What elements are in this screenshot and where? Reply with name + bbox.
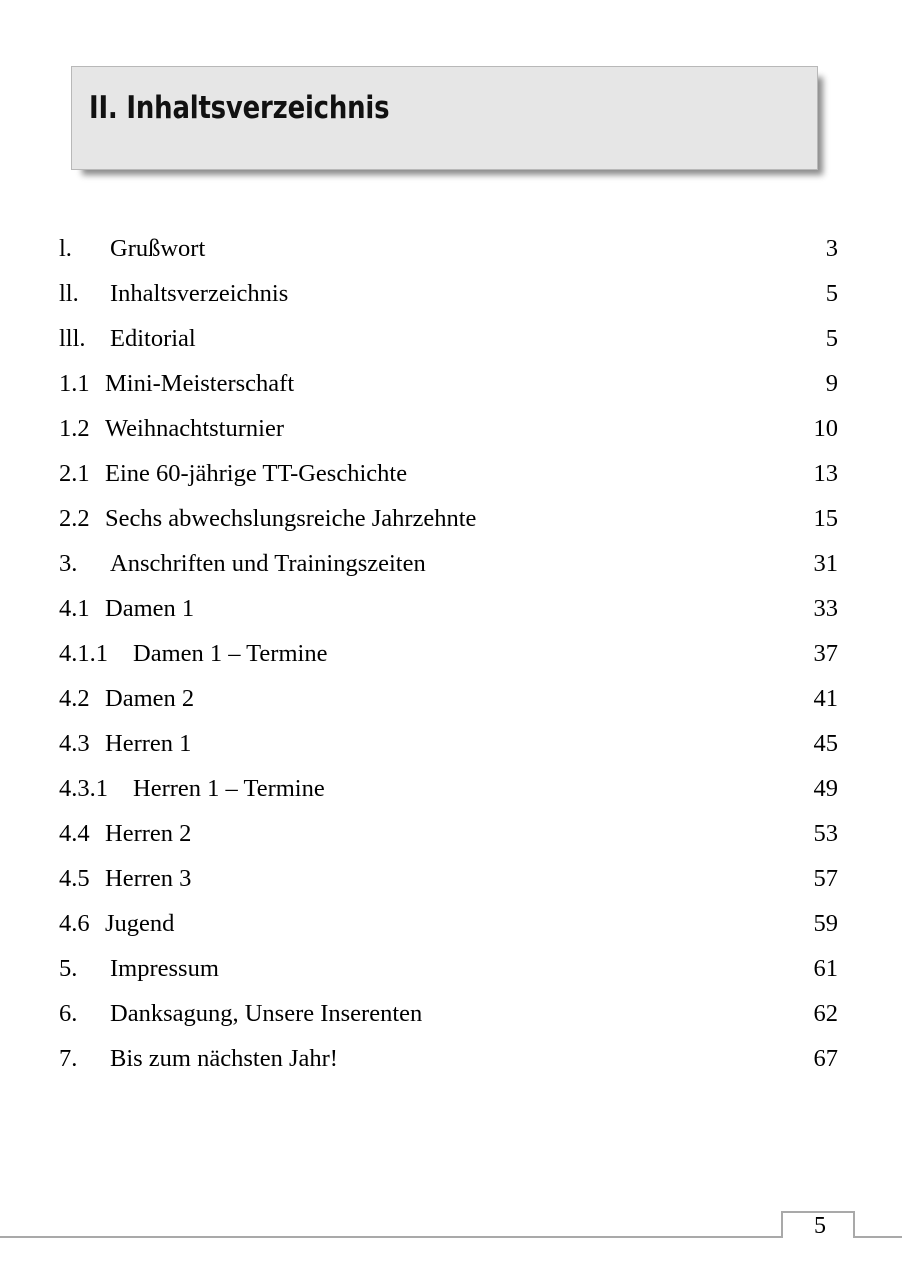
toc-entry-page: 5 <box>825 325 838 352</box>
toc-entry-number: 4.4 <box>59 820 90 847</box>
footer-rule-left <box>0 1236 781 1238</box>
toc-entry-page: 49 <box>813 775 838 802</box>
toc-entry[interactable] <box>59 721 838 766</box>
toc-entry-label: Editorial <box>110 325 196 352</box>
toc-entry[interactable] <box>59 991 838 1036</box>
toc-entry-page: 13 <box>813 460 838 487</box>
toc-entry-label: Damen 1 <box>105 595 195 622</box>
toc-entry-number: 4.5 <box>59 865 90 892</box>
toc-entry[interactable] <box>59 901 838 946</box>
toc-dot-leader <box>181 907 812 932</box>
toc-entry-page: 15 <box>813 505 838 532</box>
toc-dot-leader <box>433 547 813 572</box>
toc-entry-label: Sechs abwechslungsreiche Jahrzehnte <box>105 505 477 532</box>
toc-entry-number: lll. <box>59 325 86 352</box>
toc-entry[interactable] <box>59 361 838 406</box>
toc-entry-label: Damen 2 <box>105 685 195 712</box>
toc-dot-leader <box>192 727 812 752</box>
toc-entry[interactable] <box>59 451 838 496</box>
toc-entry-number: 4.3 <box>59 730 90 757</box>
toc-entry-page: 57 <box>813 865 838 892</box>
toc-entry-page: 41 <box>813 685 838 712</box>
toc-dot-leader <box>285 412 813 437</box>
toc-entry[interactable] <box>59 496 838 541</box>
toc-entry-number: 6. <box>59 1000 78 1027</box>
toc-entry[interactable] <box>59 676 838 721</box>
page-title: II. Inhaltsverzeichnis <box>89 90 390 126</box>
toc-entry-label: Herren 1 – Termine <box>133 775 325 802</box>
toc-entry-label: Anschriften und Trainingszeiten <box>110 550 426 577</box>
toc-entry-page: 62 <box>813 1000 838 1027</box>
toc-entry[interactable] <box>59 631 838 676</box>
toc-entry-label: Grußwort <box>110 235 206 262</box>
toc-entry[interactable] <box>59 226 838 271</box>
toc-entry-number: 4.2 <box>59 685 90 712</box>
toc-entry-page: 61 <box>813 955 838 982</box>
toc-entry-page: 5 <box>825 280 838 307</box>
toc-dot-leader <box>295 367 823 392</box>
toc-entry-label: Bis zum nächsten Jahr! <box>110 1045 338 1072</box>
toc-entry-number: 7. <box>59 1045 78 1072</box>
toc-entry-label: Eine 60-jährige TT-Geschichte <box>105 460 408 487</box>
toc-entry[interactable] <box>59 271 838 316</box>
toc-entry-number: 4.1 <box>59 595 90 622</box>
toc-entry-page: 45 <box>813 730 838 757</box>
toc-entry-label: Herren 2 <box>105 820 192 847</box>
toc-dot-leader <box>423 997 812 1022</box>
toc-entry[interactable] <box>59 766 838 811</box>
toc-entry[interactable] <box>59 856 838 901</box>
toc-entry-number: 4.1.1 <box>59 640 108 667</box>
toc-dot-leader <box>414 457 812 482</box>
toc-dot-leader <box>192 817 812 842</box>
toc-entry-label: Jugend <box>105 910 175 937</box>
toc-entry[interactable] <box>59 811 838 856</box>
toc-entry-number: 2.1 <box>59 460 90 487</box>
toc-entry[interactable] <box>59 406 838 451</box>
toc-entry-number: 3. <box>59 550 78 577</box>
toc-dot-leader <box>197 322 823 347</box>
toc-entry-label: Mini-Meisterschaft <box>105 370 295 397</box>
toc-entry[interactable] <box>59 586 838 631</box>
toc-entry-page: 59 <box>813 910 838 937</box>
toc-entry-page: 33 <box>813 595 838 622</box>
footer-rule-right <box>855 1236 902 1238</box>
toc-entry-page: 67 <box>813 1045 838 1072</box>
toc-entry-page: 10 <box>813 415 838 442</box>
toc-entry-number: ll. <box>59 280 79 307</box>
toc-entry-label: Herren 1 <box>105 730 192 757</box>
toc-entry-number: 4.3.1 <box>59 775 108 802</box>
page-number-tab <box>781 1211 855 1238</box>
toc-entry-number: 4.6 <box>59 910 90 937</box>
toc-entry-number: 5. <box>59 955 78 982</box>
toc-entry-label: Inhaltsverzeichnis <box>110 280 289 307</box>
toc-entry[interactable] <box>59 316 838 361</box>
toc-entry-number: 1.2 <box>59 415 90 442</box>
toc-entry-number: 1.1 <box>59 370 90 397</box>
table-of-contents <box>59 226 838 1081</box>
toc-dot-leader <box>212 232 823 257</box>
toc-entry-number: 2.2 <box>59 505 90 532</box>
page-number: 5 <box>814 1213 826 1239</box>
toc-entry-page: 53 <box>813 820 838 847</box>
toc-entry[interactable] <box>59 541 838 586</box>
toc-entry-number: l. <box>59 235 72 262</box>
toc-dot-leader <box>201 682 812 707</box>
toc-dot-leader <box>201 592 812 617</box>
page-header-banner <box>71 66 818 170</box>
toc-entry-label: Damen 1 – Termine <box>133 640 328 667</box>
toc-entry-label: Danksagung, Unsere Inserenten <box>110 1000 423 1027</box>
toc-entry-page: 3 <box>825 235 838 262</box>
toc-entry-page: 9 <box>825 370 838 397</box>
toc-dot-leader <box>226 952 813 977</box>
toc-entry-label: Herren 3 <box>105 865 192 892</box>
toc-dot-leader <box>483 502 812 527</box>
toc-dot-leader <box>326 772 813 797</box>
toc-entry-page: 31 <box>813 550 838 577</box>
toc-entry-page: 37 <box>813 640 838 667</box>
page-footer <box>0 1213 902 1280</box>
toc-entry[interactable] <box>59 1036 838 1081</box>
toc-entry-label: Weihnachtsturnier <box>105 415 284 442</box>
toc-dot-leader <box>289 277 823 302</box>
toc-entry[interactable] <box>59 946 838 991</box>
toc-entry-label: Impressum <box>110 955 219 982</box>
toc-dot-leader <box>192 862 812 887</box>
toc-dot-leader <box>339 1042 813 1067</box>
toc-dot-leader <box>334 637 812 662</box>
